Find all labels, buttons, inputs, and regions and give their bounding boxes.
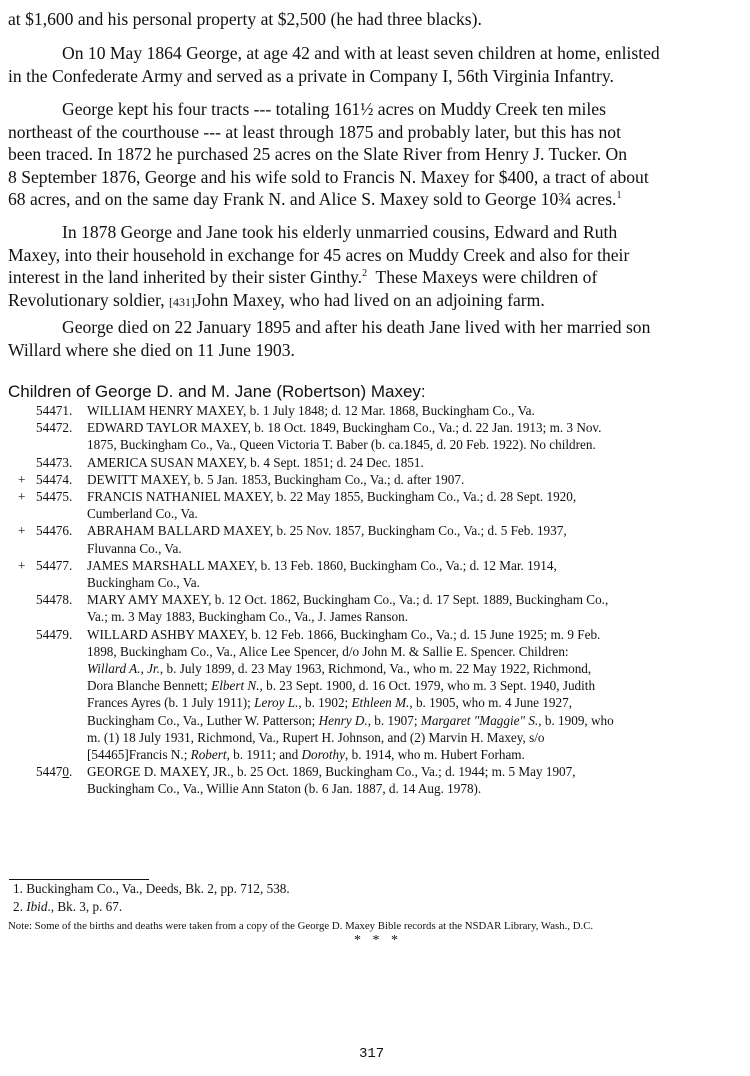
entry-number: 54477. [36, 557, 73, 573]
paragraph-1 [8, 8, 736, 31]
text-fragment: John Maxey, who had lived on an adjoining farm. [195, 289, 545, 310]
footnote-mark: 1 [616, 190, 622, 202]
text-line: Buckingham Co., Va., Willie Ann Staton (b. 6 Jan. 1887, d. 14 Aug. 1978). [87, 781, 482, 797]
entry-number: 54471. [36, 403, 73, 418]
text-fragment: Buckingham Co., Va., Luther W. Patterson; [87, 712, 319, 728]
text-line: Maxey, into their household in exchange for 45 acres on Muddy Creek and also for their [8, 244, 630, 265]
text-line: MARY AMY MAXEY, b. 12 Oct. 1862, Buckingham Co., Va.; d. 17 Sept. 1889, Buckingham Co., [87, 592, 609, 608]
has-descendants-marker: + [18, 557, 26, 573]
child-entry [0, 591, 736, 625]
text-fragment: , b. 23 Sept. 1900, d. 16 Oct. 1979, who m. 3 Sept. 1940, Judith [259, 678, 596, 694]
children-entries [0, 402, 750, 626]
text-line: George died on 22 January 1895 and after his death Jane lived with her married son [62, 317, 651, 337]
child-entry [0, 557, 736, 591]
child-entry [0, 402, 736, 419]
child-entry [0, 419, 736, 453]
page-number: 317 [359, 1046, 385, 1062]
text-fragment: , b. 1909, who [538, 712, 614, 728]
text-line: AMERICA SUSAN MAXEY, b. 4 Sept. 1851; d. 24 Dec. 1851. [87, 454, 424, 470]
text-line: 1898, Buckingham Co., Va., Alice Lee Spencer, d/o John M. & Sallie E. Spencer. Children: [87, 643, 569, 659]
text-line [87, 660, 736, 677]
entry-number: 54475. [36, 489, 73, 505]
child-entry [0, 471, 736, 488]
entry-number: 54479. [36, 626, 73, 642]
footnote-ibid: Ibid [26, 899, 48, 914]
text-line: at $1,600 and his personal property at $2,500 (he had three blacks). [8, 9, 482, 29]
entry-number [36, 763, 72, 780]
children-heading: Children of George D. and M. Jane (Robertson) Maxey: [8, 382, 426, 401]
child-entry [0, 454, 736, 471]
child-name: Robert [190, 747, 227, 763]
text-line: In 1878 George and Jane took his elderly unmarried cousins, Edward and Ruth [62, 222, 618, 242]
text-line [8, 289, 736, 314]
text-line: DEWITT MAXEY, b. 5 Jan. 1853, Buckingham Co., Va.; d. after 1907. [87, 471, 465, 487]
entry-number: 54478. [36, 592, 73, 608]
child-entry [0, 763, 736, 797]
child-name: Willard A., Jr. [87, 661, 160, 677]
text-line: 1875, Buckingham Co., Va., Queen Victoria T. Baber (b. ca.1845, d. 20 Feb. 1922). No children. [87, 437, 596, 453]
child-name: Leroy L. [254, 695, 299, 711]
text-fragment: , b. 1902; [298, 695, 352, 711]
text-line: Fluvanna Co., Va. [87, 540, 182, 556]
text-fragment: , b. 1914, who m. Hubert Forham. [345, 747, 525, 763]
text-fragment: , b. 1911; and [226, 747, 302, 763]
paragraph-5 [8, 316, 736, 361]
text-fragment: , b. 1905, who m. 4 June 1927, [409, 695, 573, 711]
text-fragment: [54465]Francis N.; [87, 747, 191, 763]
has-descendants-marker: + [18, 489, 26, 505]
child-entry [0, 626, 736, 764]
text-line [87, 694, 736, 711]
child-name: Margaret "Maggie" S. [420, 712, 539, 728]
text-fragment: Dora Blanche Bennett; [87, 678, 212, 694]
text-fragment: 5447 [36, 764, 63, 780]
paragraph-2 [8, 42, 736, 87]
text-fragment: Frances Ayres (b. 1 July 1911); [87, 695, 255, 711]
text-line [87, 677, 736, 694]
text-line: GEORGE D. MAXEY, JR., b. 25 Oct. 1869, Buckingham Co., Va.; d. 1944; m. 5 May 1907, [87, 764, 576, 780]
text-line [8, 266, 736, 289]
text-line [87, 746, 736, 763]
text-line: JAMES MARSHALL MAXEY, b. 13 Feb. 1860, Buckingham Co., Va.; d. 12 Mar. 1914, [87, 557, 557, 573]
text-line: WILLIAM HENRY MAXEY, b. 1 July 1848; d. 12 Mar. 1868, Buckingham Co., Va. [87, 403, 535, 418]
entry-number: 54473. [36, 454, 73, 470]
source-note: Note: Some of the births and deaths were taken from a copy of the George D. Maxey Bible records at the NSDAR Library, Wash., D.C. [8, 920, 594, 932]
footnote-2 [13, 898, 122, 915]
text-fragment: Revolutionary soldier, [8, 289, 170, 310]
text-fragment: , b. July 1899, d. 23 May 1963, Richmond, Va., who m. 22 May 1922, Richmond, [159, 661, 592, 677]
text-fragment: 68 acres, and on the same day Frank N. and Alice S. Maxey sold to George 10¾ acres. [8, 189, 617, 209]
footnote-text: ., Bk. 3, p. 67. [47, 899, 123, 914]
text-line: Va.; m. 3 May 1883, Buckingham Co., Va., J. James Ranson. [87, 609, 408, 625]
has-descendants-marker: + [18, 523, 26, 539]
text-line: in the Confederate Army and served as a private in Company I, 56th Virginia Infantry. [8, 65, 614, 86]
child-name: Ethleen M. [351, 695, 410, 711]
footnote-text: Buckingham Co., Va., Deeds, Bk. 2, pp. 712, 538. [26, 881, 290, 896]
child-entry [0, 488, 736, 522]
text-line: EDWARD TAYLOR MAXEY, b. 18 Oct. 1849, Buckingham Co., Va.; d. 22 Jan. 1913; m. 3 Nov. [87, 420, 602, 436]
footnote-number: 2. [13, 899, 23, 914]
text-fragment: These Maxeys were children of [367, 267, 598, 287]
footnote-mark: 2 [362, 268, 368, 280]
paragraph-3 [8, 98, 736, 211]
text-line: On 10 May 1864 George, at age 42 and with at least seven children at home, enlisted [62, 43, 660, 63]
child-name: Henry D. [318, 712, 368, 728]
footnote-1 [13, 880, 290, 897]
child-entry [0, 522, 736, 556]
text-fragment: 0 [62, 764, 69, 780]
text-fragment: . [68, 764, 73, 780]
text-line: m. (1) 18 July 1931, Richmond, Va., Rupert H. Johnson, and (2) Marvin H. Maxey, s/o [87, 729, 545, 745]
child-name: Dorothy [301, 747, 345, 763]
section-separator: * * * [354, 933, 402, 948]
text-line: George kept his four tracts --- totaling 161½ acres on Muddy Creek ten miles [62, 99, 606, 119]
text-line: 8 September 1876, George and his wife sold to Francis N. Maxey for $400, a tract of about [8, 166, 649, 187]
text-line: ABRAHAM BALLARD MAXEY, b. 25 Nov. 1857, Buckingham Co., Va.; d. 5 Feb. 1937, [87, 523, 567, 539]
text-line: Willard where she died on 11 June 1903. [8, 339, 295, 360]
text-fragment: , b. 1907; [367, 712, 421, 728]
entry-number: 54476. [36, 523, 73, 539]
entry-number: 54472. [36, 420, 73, 436]
text-line: FRANCIS NATHANIEL MAXEY, b. 22 May 1855, Buckingham Co., Va.; d. 28 Sept. 1920, [87, 489, 577, 505]
children-list [0, 402, 750, 798]
text-line: Buckingham Co., Va. [87, 575, 200, 591]
text-fragment: interest in the land inherited by their sister Ginthy. [8, 267, 363, 287]
entry-number: 54474. [36, 471, 73, 487]
text-line: northeast of the courthouse --- at least through 1875 and probably later, but this has not [8, 121, 621, 142]
text-line [8, 188, 736, 211]
source-page-ref: [431] [169, 294, 196, 309]
text-line [87, 712, 736, 729]
text-line: Cumberland Co., Va. [87, 506, 198, 522]
text-line: been traced. In 1872 he purchased 25 acres on the Slate River from Henry J. Tucker. On [8, 144, 628, 164]
text-line: WILLARD ASHBY MAXEY, b. 12 Feb. 1866, Buckingham Co., Va.; d. 15 June 1925; m. 9 Feb. [87, 626, 601, 642]
child-name: Elbert N. [211, 678, 260, 694]
footnote-number: 1. [13, 881, 23, 896]
paragraph-4 [8, 221, 736, 313]
has-descendants-marker: + [18, 471, 26, 487]
